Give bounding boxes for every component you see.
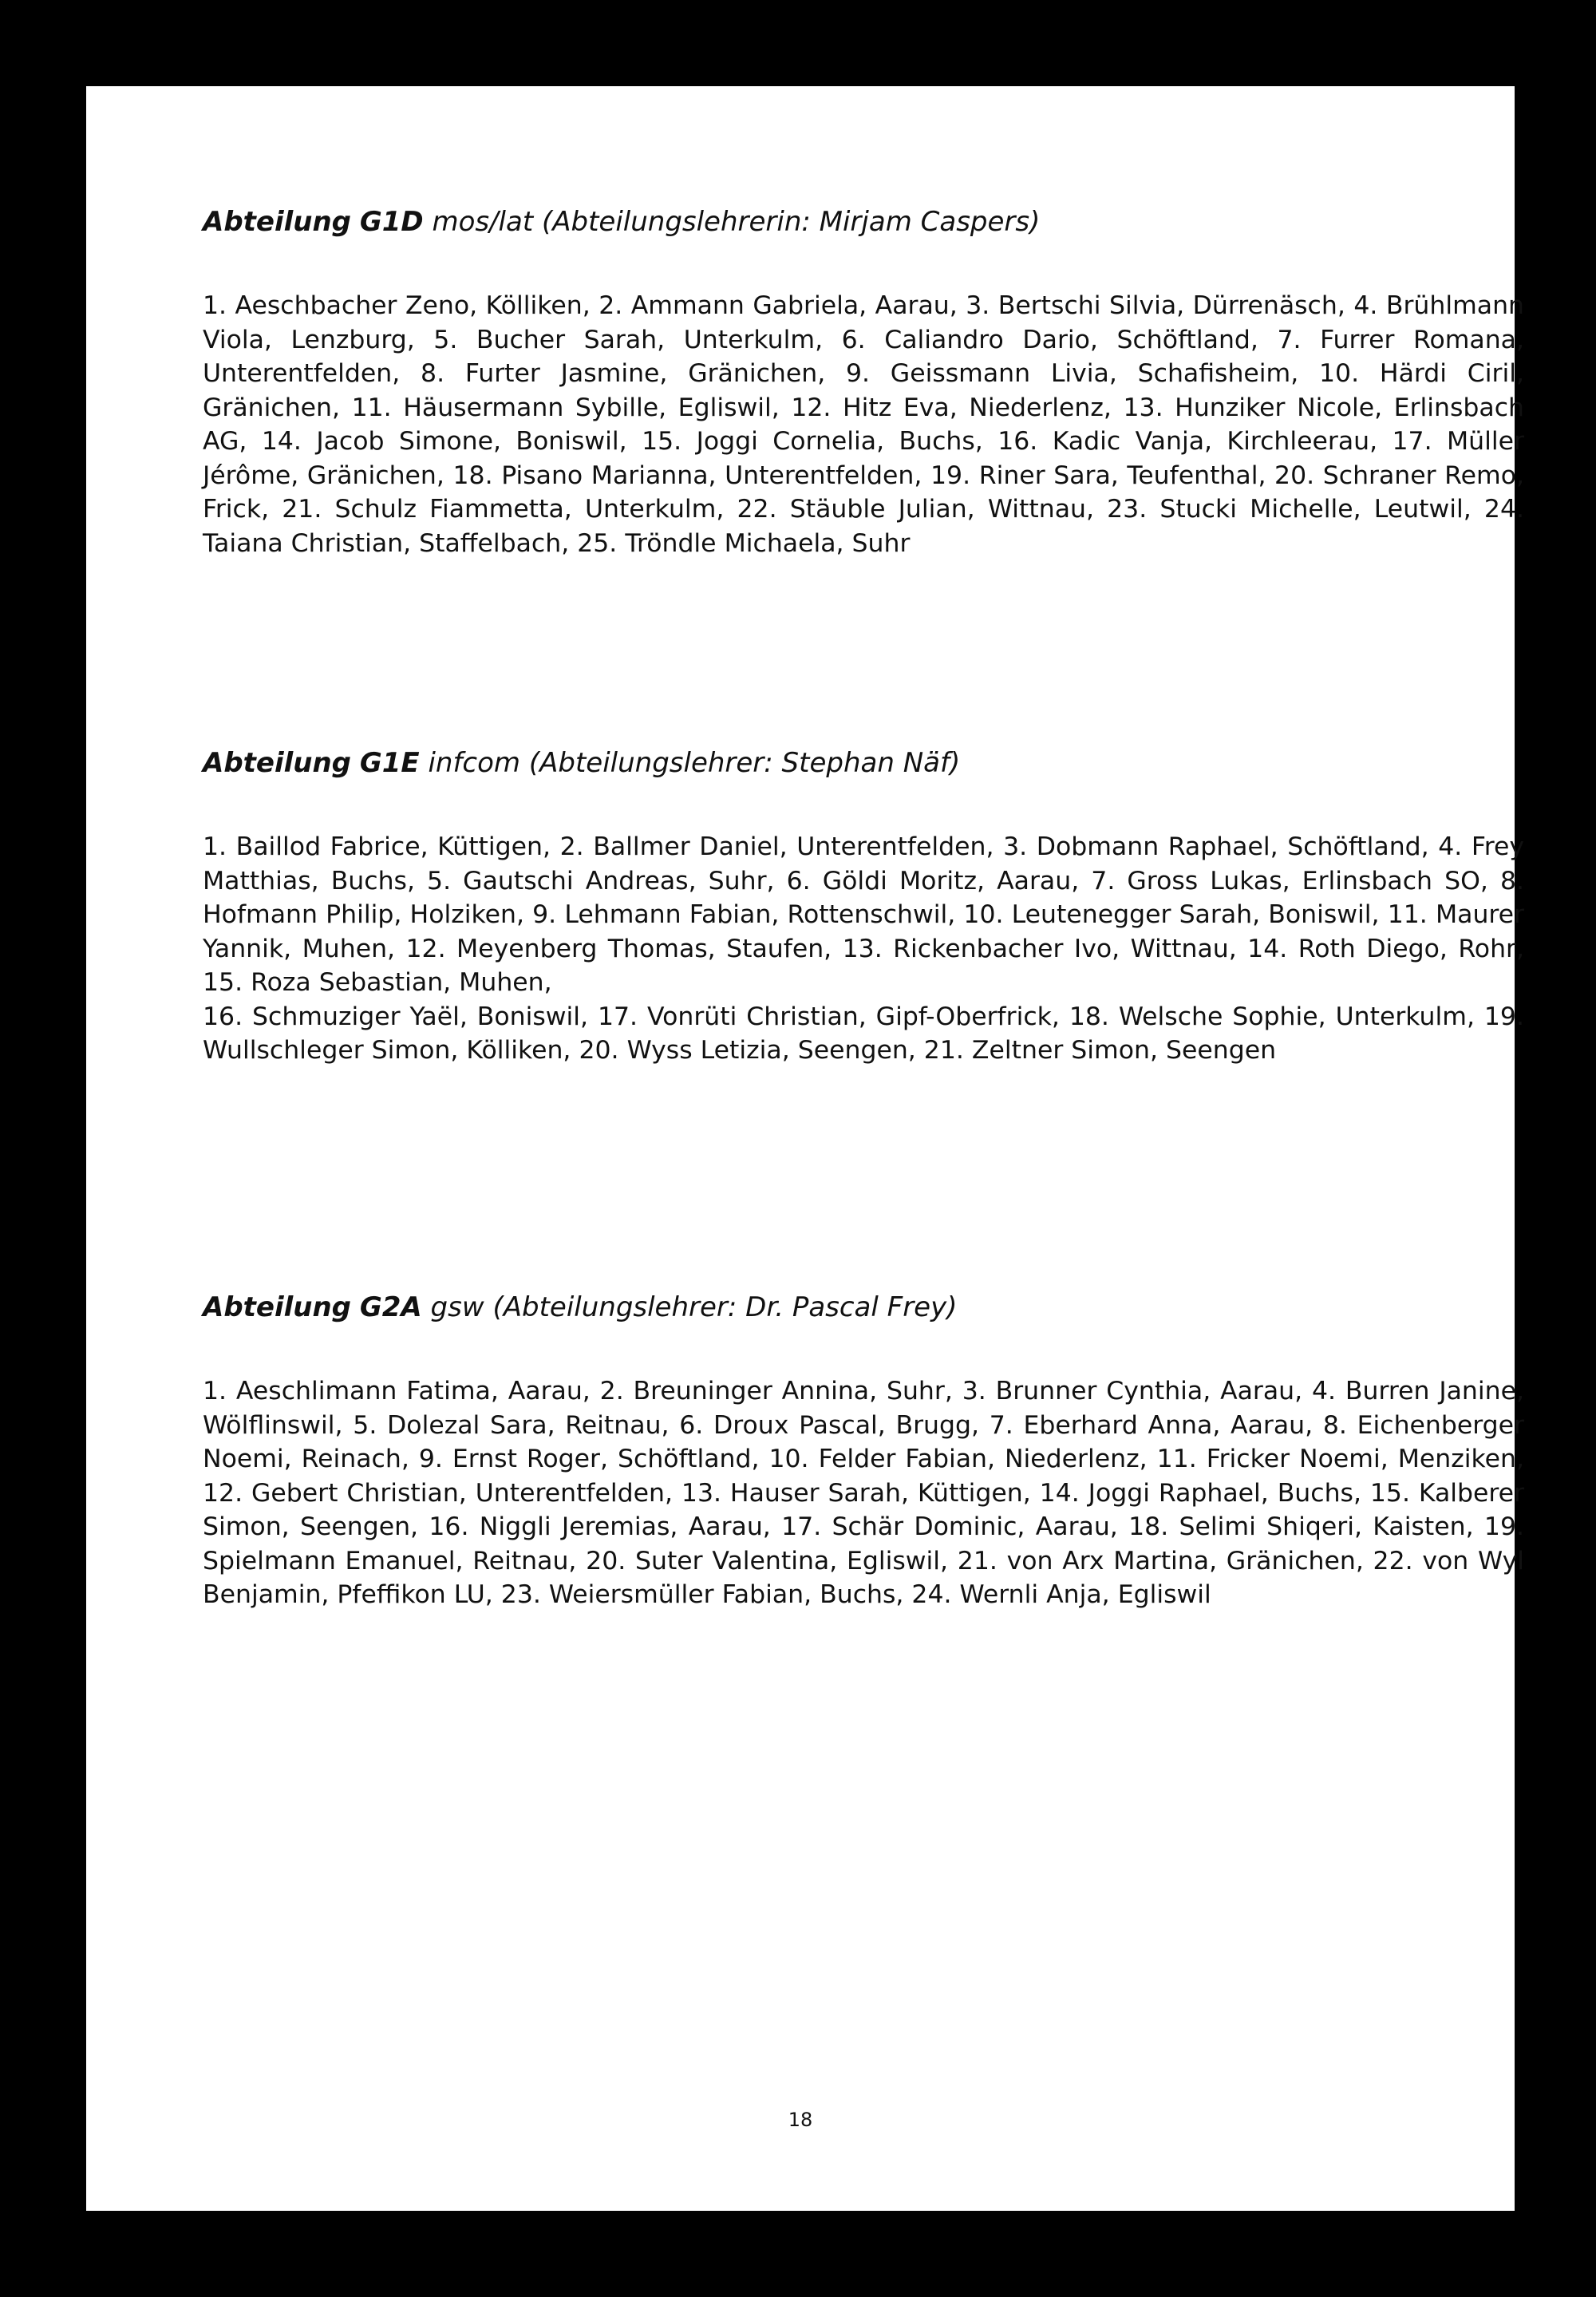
- page-number: 18: [788, 2109, 813, 2131]
- class-teacher: (Abteilungslehrer: Dr. Pascal Frey): [492, 1291, 958, 1323]
- class-code: G1E: [359, 747, 420, 779]
- document-page: [86, 86, 1524, 2211]
- section-heading: [203, 204, 1524, 239]
- heading-label: Abteilung: [203, 1291, 352, 1323]
- section-g2a: [203, 1290, 1524, 1612]
- section-heading: [203, 745, 1524, 781]
- class-code: G1D: [359, 206, 424, 238]
- student-list-continued: 16. Schmuziger Yaël, Boniswil, 17. Vonrüti Christian, Gipf-Oberfrick, 18. Welsche Sophie, Unterkulm, 19. Wullschleger Simon, Kölliken, 20. Wyss Letizia, Seengen, 21. Zeltner Simon, Seengen: [203, 1002, 1524, 1065]
- heading-label: Abteilung: [203, 747, 352, 779]
- class-profile: gsw: [430, 1291, 484, 1323]
- student-list: 1. Baillod Fabrice, Küttigen, 2. Ballmer Daniel, Unterentfelden, 3. Dobmann Raphael, Schöftland, 4. Frey Matthias, Buchs, 5. Gautschi Andreas, Suhr, 6. Göldi Moritz, Aarau, 7. Gross Lukas, Erlinsbach SO, 8. Hofmann Philip, Holziken, 9. Lehmann Fabian, Rottenschwil, 10. Leutenegger Sarah, Boniswil, 11. Maurer Yannik, Muhen, 12. Meyenberg Thomas, Staufen, 13. Rickenbacher Ivo, Wittnau, 14. Roth Diego, Rohr, 15. Roza Sebastian, Muhen,: [203, 832, 1524, 997]
- class-profile: mos/lat: [432, 206, 534, 238]
- section-g1e: [203, 745, 1524, 1068]
- heading-label: Abteilung: [203, 206, 352, 238]
- class-teacher: (Abteilungslehrerin: Mirjam Caspers): [541, 206, 1041, 238]
- student-list: 1. Aeschlimann Fatima, Aarau, 2. Breuninger Annina, Suhr, 3. Brunner Cynthia, Aarau, 4. Burren Janine, Wölflinswil, 5. Dolezal Sara, Reitnau, 6. Droux Pascal, Brugg, 7. Eberhard Anna, Aarau, 8. Eichenberger Noemi, Reinach, 9. Ernst Roger, Schöftland, 10. Felder Fabian, Niederlenz, 11. Fricker Noemi, Menziken, 12. Gebert Christian, Unterentfelden, 13. Hauser Sarah, Küttigen, 14. Joggi Raphael, Buchs, 15. Kalberer Simon, Seengen, 16. Niggli Jeremias, Aarau, 17. Schär Dominic, Aarau, 18. Selimi Shiqeri, Kaisten, 19. Spielmann Emanuel, Reitnau, 20. Suter Valentina, Egliswil, 21. von Arx Martina, Gränichen, 22. von Wyl Benjamin, Pfeffikon LU, 23. Weiersmüller Fabian, Buchs, 24. Wernli Anja, Egliswil: [203, 1377, 1524, 1609]
- class-profile: infcom: [428, 747, 521, 779]
- section-heading: [203, 1290, 1524, 1325]
- student-list: 1. Aeschbacher Zeno, Kölliken, 2. Ammann Gabriela, Aarau, 3. Bertschi Silvia, Dürrenäsch, 4. Brühlmann Viola, Lenzburg, 5. Bucher Sarah, Unterkulm, 6. Caliandro Dario, Schöftland, 7. Furrer Romana, Unterentfelden, 8. Furter Jasmine, Gränichen, 9. Geissmann Livia, Schafisheim, 10. Härdi Ciril, Gränichen, 11. Häusermann Sybille, Egliswil, 12. Hitz Eva, Niederlenz, 13. Hunziker Nicole, Erlinsbach AG, 14. Jacob Simone, Boniswil, 15. Joggi Cornelia, Buchs, 16. Kadic Vanja, Kirchleerau, 17. Müller Jérôme, Gränichen, 18. Pisano Marianna, Unterentfelden, 19. Riner Sara, Teufenthal, 20. Schraner Remo, Frick, 21. Schulz Fiammetta, Unterkulm, 22. Stäuble Julian, Wittnau, 23. Stucki Michelle, Leutwil, 24. Taiana Christian, Staffelbach, 25. Tröndle Michaela, Suhr: [203, 291, 1524, 558]
- class-teacher: (Abteilungslehrer: Stephan Näf): [528, 747, 961, 779]
- section-g1d: [203, 204, 1524, 560]
- class-code: G2A: [359, 1291, 422, 1323]
